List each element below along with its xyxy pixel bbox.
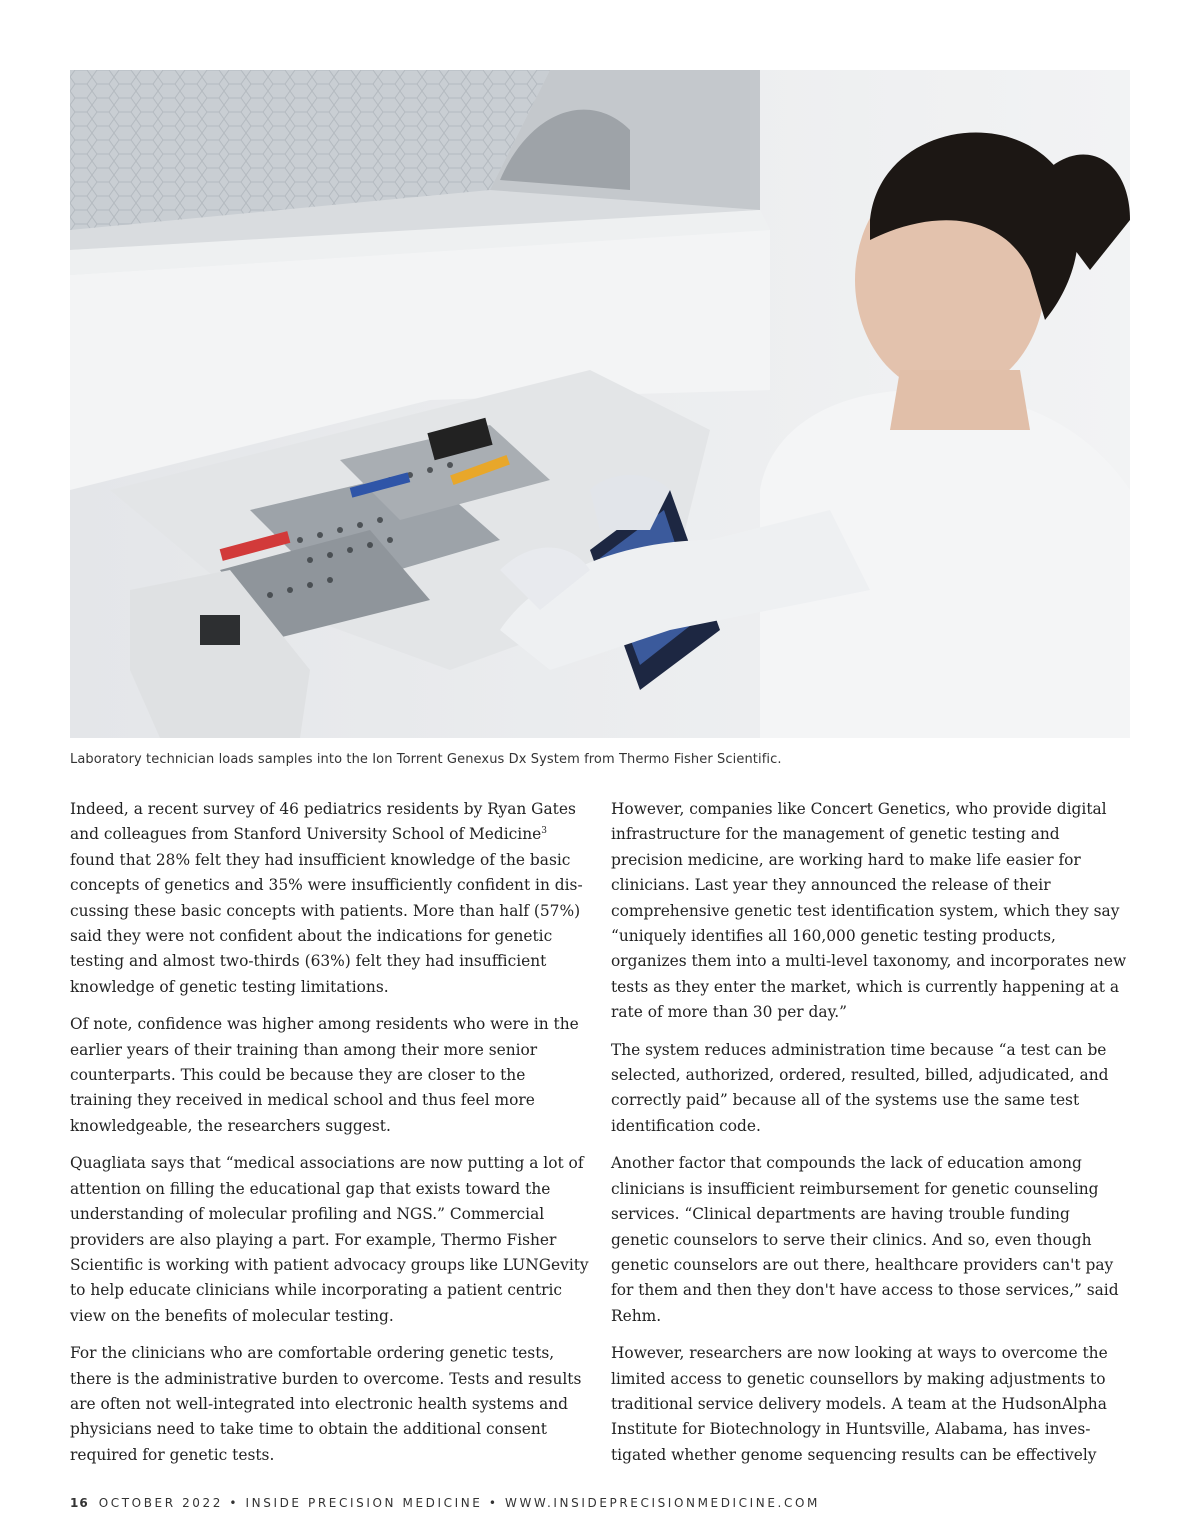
left-paragraph-4: For the clinicians who are comfortable ordering genetic tests, there is the administrative burden to overcome. Tests and results are often not well-integrated into electronic health systems and physicians need to take time to obtain the additional consent required for genetic tests.	[70, 1344, 582, 1464]
photo-caption: Laboratory technician loads samples into the Ion Torrent Genexus Dx System from Thermo Fisher Scientific.	[70, 752, 782, 767]
page-footer	[70, 1496, 820, 1510]
reference-superscript: 3	[541, 826, 547, 837]
article-left-column	[70, 797, 590, 1480]
lab-photo	[70, 70, 1130, 738]
right-paragraph-2: The system reduces administration time because “a test can be selected, authorized, ordered, resulted, billed, adjudicated, and correctly paid” because all of the systems use the same test identification code.	[611, 1040, 1109, 1135]
left-paragraph-1-text-a: Indeed, a recent survey of 46 pediatrics residents by Ryan Gates and colleagues from Stanford University School of Medicine	[70, 800, 576, 844]
left-paragraph-2: Of note, confidence was higher among residents who were in the earlier years of their training than among their more senior counterparts. This could be because they are closer to the training they received in medical school and thus feel more knowledgeable, the researchers suggest.	[70, 1015, 579, 1135]
article-right-column	[611, 797, 1131, 1480]
right-paragraph-4: However, researchers are now looking at ways to overcome the limited access to genetic counsellors by making adjustments to traditional service delivery models. A team at the HudsonAlpha Institute for Biotechnology in Huntsville, Alabama, has investigated whether genome sequencing results can be effectively	[611, 1344, 1108, 1464]
left-paragraph-3: Quagliata says that “medical associations are now putting a lot of attention on filling the educational gap that exists toward the understanding of molecular profiling and NGS.” Commercial providers are also playing a part. For example, Thermo Fisher Scientific is working with patient advocacy groups like LUNGevity to help educate clinicians while incorporating a patient centric view on the benefits of molecular testing.	[70, 1154, 589, 1325]
left-paragraph-1	[70, 797, 590, 1000]
page-number: 16	[70, 1496, 89, 1510]
right-paragraph-3: Another factor that compounds the lack of education among clinicians is insufficient reimbursement for genetic counseling services. “Clinical departments are having trouble funding genetic counselors to serve their clinics. And so, even though genetic counselors are out there, healthcare providers can't pay for them and then they don't have access to those services,” said Rehm.	[611, 1154, 1119, 1325]
footer-text: OCTOBER 2022 • INSIDE PRECISION MEDICINE • WWW.INSIDEPRECISIONMEDICINE.COM	[98, 1496, 820, 1510]
right-paragraph-1: However, companies like Concert Genetics, who provide digital infrastructure for the management of genetic testing and precision medicine, are working hard to make life easier for clinicians. Last year they announced the release of their comprehensive genetic test identification system, which they say “uniquely identifies all 160,000 genetic testing products, organizes them into a multi-level taxonomy, and incorporates new tests as they enter the market, which is currently happening at a rate of more than 30 per day.”	[611, 800, 1127, 1022]
left-paragraph-1-text-b: found that 28% felt they had insufficient knowledge of the basic concepts of genetics and 35% were insufficiently confident in discussing these basic concepts with patients. More than half (57%) said they were not confident about the indications for genetic testing and almost two-thirds (63%) felt they had insufficient knowledge of genetic testing limitations.	[70, 850, 583, 996]
lab-technician-illustration	[70, 70, 1130, 738]
